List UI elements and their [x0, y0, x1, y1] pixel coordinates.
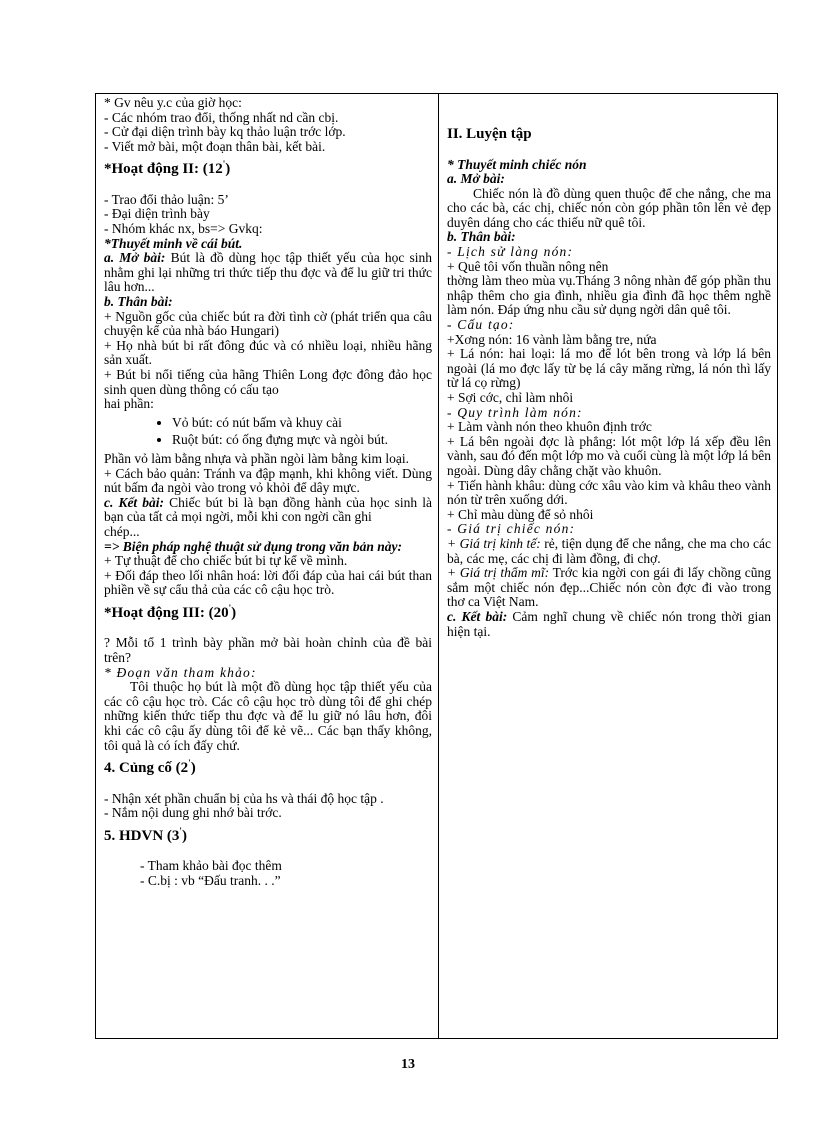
text-line: + Cách bảo quản: Tránh va đập mạnh, khi không viết. Dùng nút bấm đa ngòi vào trong vỏ khỏi để dây mực. [104, 465, 432, 496]
pen-conclusion: c. Kết bài: Chiếc bút bi là bạn đồng hành của học sinh là bạn của tất cả mọi ngời, mỗi khi con ngời cần ghi [104, 494, 432, 525]
pen-parts-list [104, 416, 432, 448]
text-line: - Cử đại diện trình bày kq thảo luận trớc lớp. [104, 124, 346, 140]
lesson-table [95, 93, 778, 1039]
text-line: - C.bị : vb “Đấu tranh. . .” [140, 872, 281, 888]
economic-value: + Giá trị kinh tế: rẻ, tiện dụng để che nắng, che ma cho các bà, các mẹ, các chị đi làm đồng, đi chợ. [447, 535, 771, 566]
list-item: • Ruột bút: có ống đựng mực và ngòi bút. [172, 433, 432, 448]
text-line: + Bút bi nổi tiếng của hãng Thiên Long đợc đông đảo học sinh quen dùng thông có cấu tạo [104, 367, 432, 397]
right-column [439, 94, 778, 1039]
text-line: - Nhận xét phần chuẩn bị của hs và thái độ học tập . [104, 790, 384, 806]
text-line: +Xơng nón: 16 vành làm bằng tre, nứa [447, 331, 657, 347]
page-number: 13 [401, 1057, 415, 1072]
pen-body-heading: b. Thân bài: [104, 294, 173, 310]
text-line: - Đại diện trình bày [104, 206, 210, 222]
activity-2-heading: *Hoạt động II: (12') [104, 159, 231, 178]
text-line: + Lá bên ngoài đợc là phẳng: lót một lớp lá xếp đều lên vành, sau đó đến một lớp mo và cuối cùng là một lớp lá bên ngoài. Dùng dây chằng chặt vào khuôn. [447, 433, 771, 478]
practice-heading: II. Luyện tập [447, 126, 532, 142]
structure-heading: - Cấu tạo: [447, 317, 515, 333]
hat-introduction: Chiếc nón là đồ dùng quen thuộc để che nắng, che ma cho các bà, các chị, chiếc nón còn góp phần tôn lên vẻ đẹp duyên dáng cho các thiếu nữ quê tôi. [447, 185, 771, 230]
text-line: + Quê tôi vốn thuần nông nên [447, 258, 609, 274]
text-line: + Làm vành nón theo khuôn định trớc [447, 419, 652, 435]
process-heading: - Quy trình làm nón: [447, 404, 583, 420]
text-line: + Đối đáp theo lối nhân hoá: lời đối đáp của hai cái bút than phiền về sự cẩu thả của các cô cậu học trò. [104, 567, 432, 598]
list-item: • Vỏ bút: có nút bấm và khuy cài [172, 416, 432, 431]
hat-topic-heading: * Thuyết minh chiếc nón [447, 156, 587, 172]
value-heading: - Giá trị chiếc nón: [447, 521, 576, 537]
consolidation-heading: 4. Củng cố (2') [104, 758, 196, 777]
text-line: * Gv nêu y.c của giờ học: [104, 95, 242, 110]
hat-conclusion: c. Kết bài: Cảm nghĩ chung về chiếc nón trong thời gian hiện tại. [447, 608, 771, 639]
hat-body-heading: b. Thân bài: [447, 229, 516, 245]
activity-3-heading: *Hoạt động III: (20') [104, 602, 237, 621]
text-line: + Tiến hành khâu: dùng cớc xâu vào kim và khâu theo vành nón từ trên xuống dới. [447, 477, 771, 508]
text-line: - Viết mở bài, một đoạn thân bài, kết bài. [104, 138, 326, 154]
text-line: - Nắm nội dung ghi nhớ bài trớc. [104, 805, 282, 821]
text-line: hai phần: [104, 396, 154, 412]
sample-paragraph: Tôi thuộc họ bút là một đồ dùng học tập thiết yếu của các cô cậu học trò. Các cô cậu học trò dùng tôi để ghi chép những kiến thức tiếp thu đợc và để lu giữ nó lâu hơn, đôi khi các cô cậu ấy dùng tôi để kẻ vẽ... Các bạn thấy không, tôi quả là có ích đấy chứ. [104, 679, 432, 753]
text-line: + Nguồn gốc của chiếc bút ra đời tình cờ (phát triển qua câu chuyện kể của nhà báo Hungari) [104, 308, 432, 339]
sample-paragraph-heading: * Đoạn văn tham khảo: [104, 664, 257, 680]
text-line: + Chỉ màu dùng để sỏ nhôi [447, 506, 594, 522]
text-line: - Các nhóm trao đổi, thống nhất nd cần cbị. [104, 109, 339, 125]
text-line: - Tham khảo bài đọc thêm [140, 858, 282, 874]
left-column [96, 94, 439, 1039]
text-line: - Nhóm khác nx, bs=> Gvkq: [104, 221, 263, 237]
pen-introduction: a. Mở bài: Bút là đồ dùng học tập thiết yếu của học sinh nhằm ghi lại những tri thức tiếp thu đợc và để lu giữ tri thức lâu hơn... [104, 250, 432, 295]
homework-heading: 5. HDVN (3') [104, 825, 187, 844]
text-line: Phần vỏ làm bằng nhựa và phần ngòi làm bằng kim loại. [104, 450, 410, 466]
history-heading: - Lịch sử làng nón: [447, 244, 574, 260]
text-line: thờng làm theo mùa vụ.Tháng 3 nông nhàn để góp phần thu nhập thêm cho gia đình, nhiều gia đình đã học thêm nghề làm nón. Đáp ứng nhu cầu sử dụng ngời dân quê tôi. [447, 273, 771, 318]
text-line: ? Mỗi tổ 1 trình bày phần mở bài hoàn chỉnh của đề bài trên? [104, 635, 432, 665]
art-technique-heading: => Biện pháp nghệ thuật sử dụng trong văn bản này: [104, 538, 403, 554]
text-line: + Sợi cớc, chỉ làm nhôi [447, 390, 574, 405]
hat-intro-heading: a. Mở bài: [447, 171, 505, 187]
text-line: chép... [104, 523, 140, 539]
pen-topic-heading: *Thuyết minh về cái bút. [104, 235, 243, 251]
aesthetic-value: + Giá trị thẩm mĩ: Trớc kia ngời con gái đi lấy chồng cũng sắm một chiếc nón đẹp...Chiếc nón còn đợc đi vào trong thơ ca Việt Nam. [447, 565, 771, 610]
text-line: + Lá nón: hai loại: lá mo để lót bên trong và lớp lá bên ngoài (lá mo đợc lấy từ bẹ lá cây măng rừng, lá nón thì lấy từ lá cọ rừng) [447, 346, 771, 391]
text-line: + Họ nhà bút bi rất đông đúc và có nhiều loại, nhiều hãng sản xuất. [104, 337, 432, 368]
text-line: + Tự thuật để cho chiếc bút bi tự kể về mình. [104, 553, 348, 569]
text-line: - Trao đổi thảo luận: 5’ [104, 191, 229, 207]
